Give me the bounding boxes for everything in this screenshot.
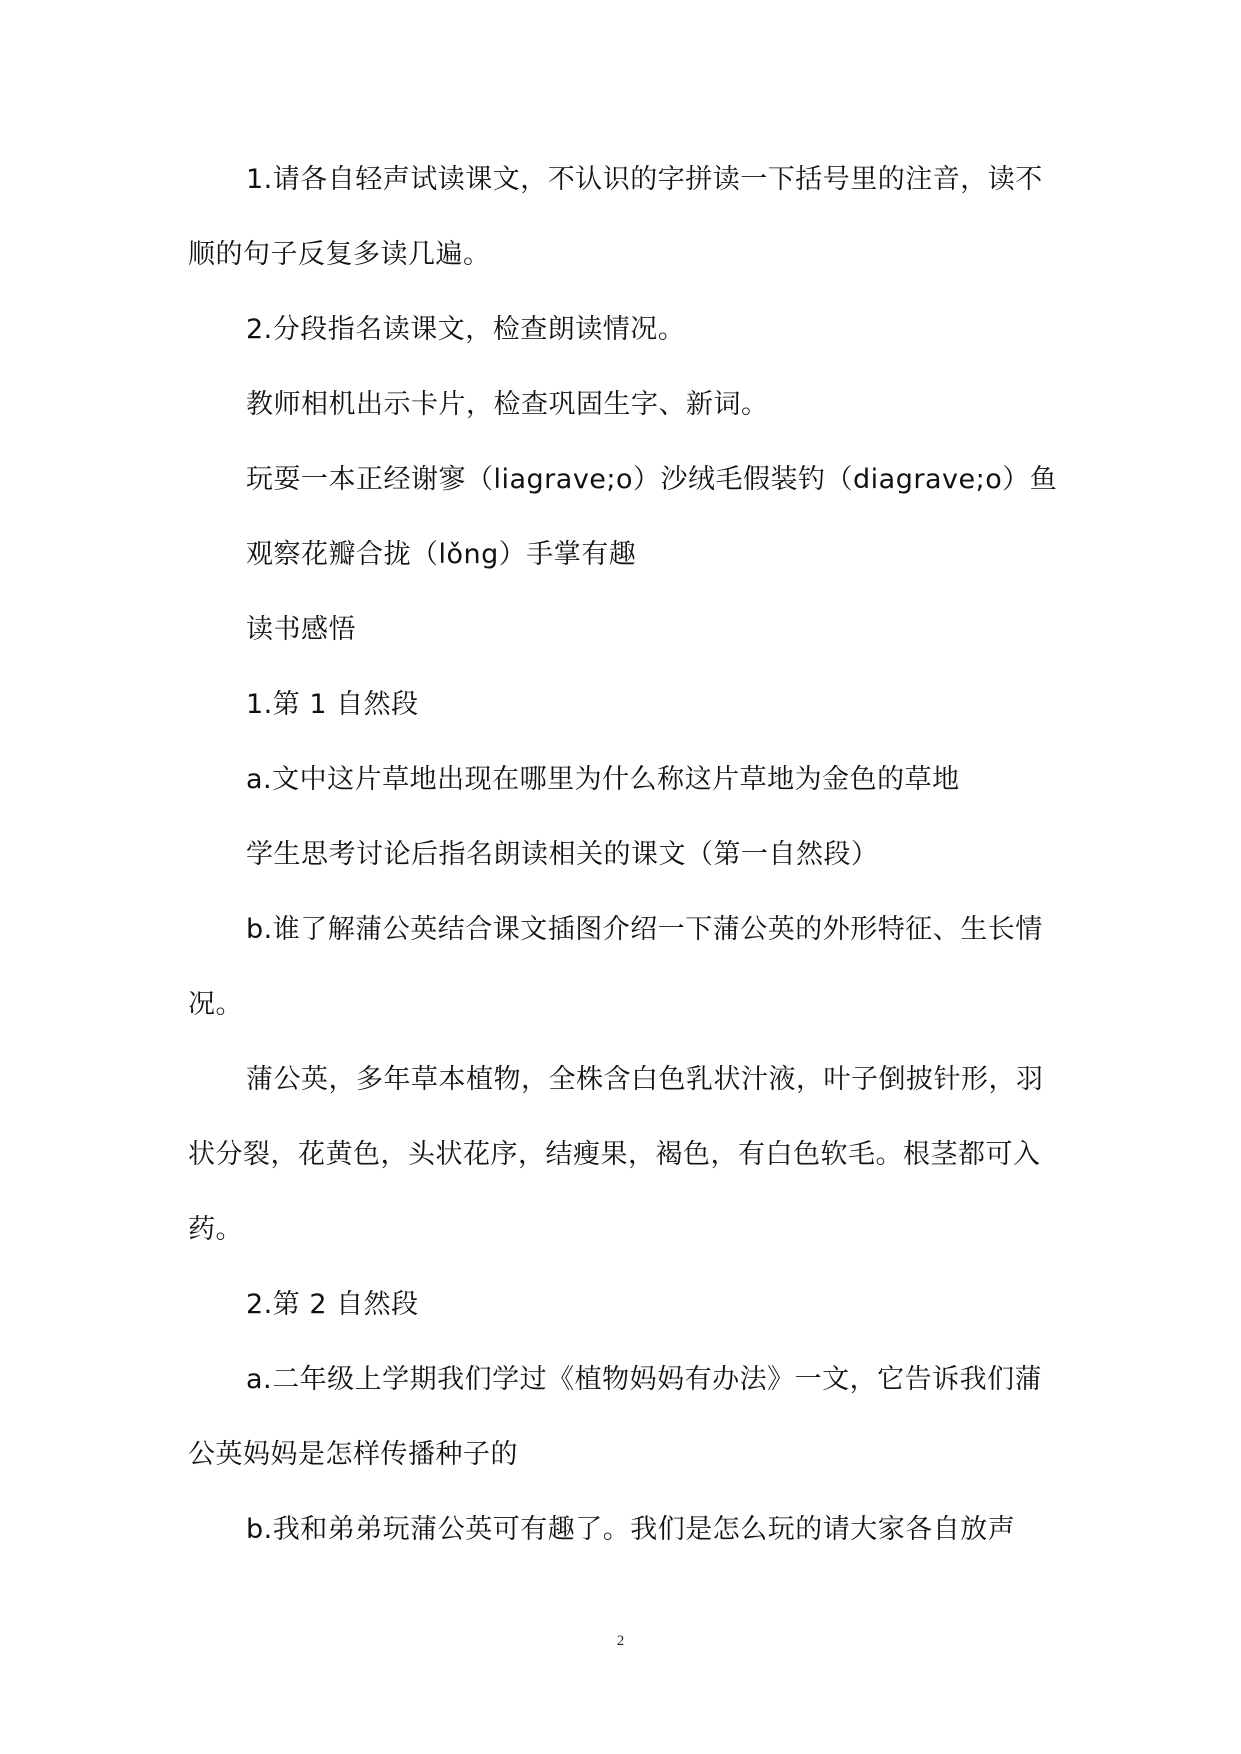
paragraph-show-cards: 教师相机出示卡片，检查巩固生字、新词。 [246,389,769,420]
paragraph-vocabulary-line-2: 观察花瓣合拢（lǒng）手掌有趣 [246,539,637,570]
paragraph-dandelion-description: 蒲公英，多年草本植物，全株含白色乳状汁液，叶子倒披针形，羽状分裂，花黄色，头状花序，结瘦果，褐色，有白色软毛。根茎都可入药。 [188,1064,1044,1245]
paragraph-read-aloud-instruction: 1.请各自轻声试读课文，不认识的字拼读一下括号里的注音，读不顺的句子反复多读几遍。 [188,164,1043,270]
paragraph-vocabulary-line-1: 玩耍一本正经谢寥（liagrave;o）沙绒毛假装钓（diagrave;o）鱼 [246,464,1058,495]
page-number: 2 [616,1633,625,1649]
paragraph-student-discussion: 学生思考讨论后指名朗读相关的课文（第一自然段） [246,839,879,870]
question-a-seed-spreading: a.二年级上学期我们学过《植物妈妈有办法》一文，它告诉我们蒲公英妈妈是怎样传播种子的 [188,1364,1043,1470]
subheading-paragraph-2: 2.第 2 自然段 [246,1289,419,1320]
subheading-paragraph-1: 1.第 1 自然段 [246,689,419,720]
question-b-dandelion: b.谁了解蒲公英结合课文插图介绍一下蒲公英的外形特征、生长情况。 [188,914,1043,1020]
document-body [188,142,1058,1567]
section-heading-reading-insight: 读书感悟 [246,614,356,645]
paragraph-check-reading: 2.分段指名读课文，检查朗读情况。 [246,314,686,345]
question-b-playing-dandelion: b.我和弟弟玩蒲公英可有趣了。我们是怎么玩的请大家各自放声 [246,1514,1016,1545]
question-a-golden-meadow: a.文中这片草地出现在哪里为什么称这片草地为金色的草地 [246,764,960,795]
